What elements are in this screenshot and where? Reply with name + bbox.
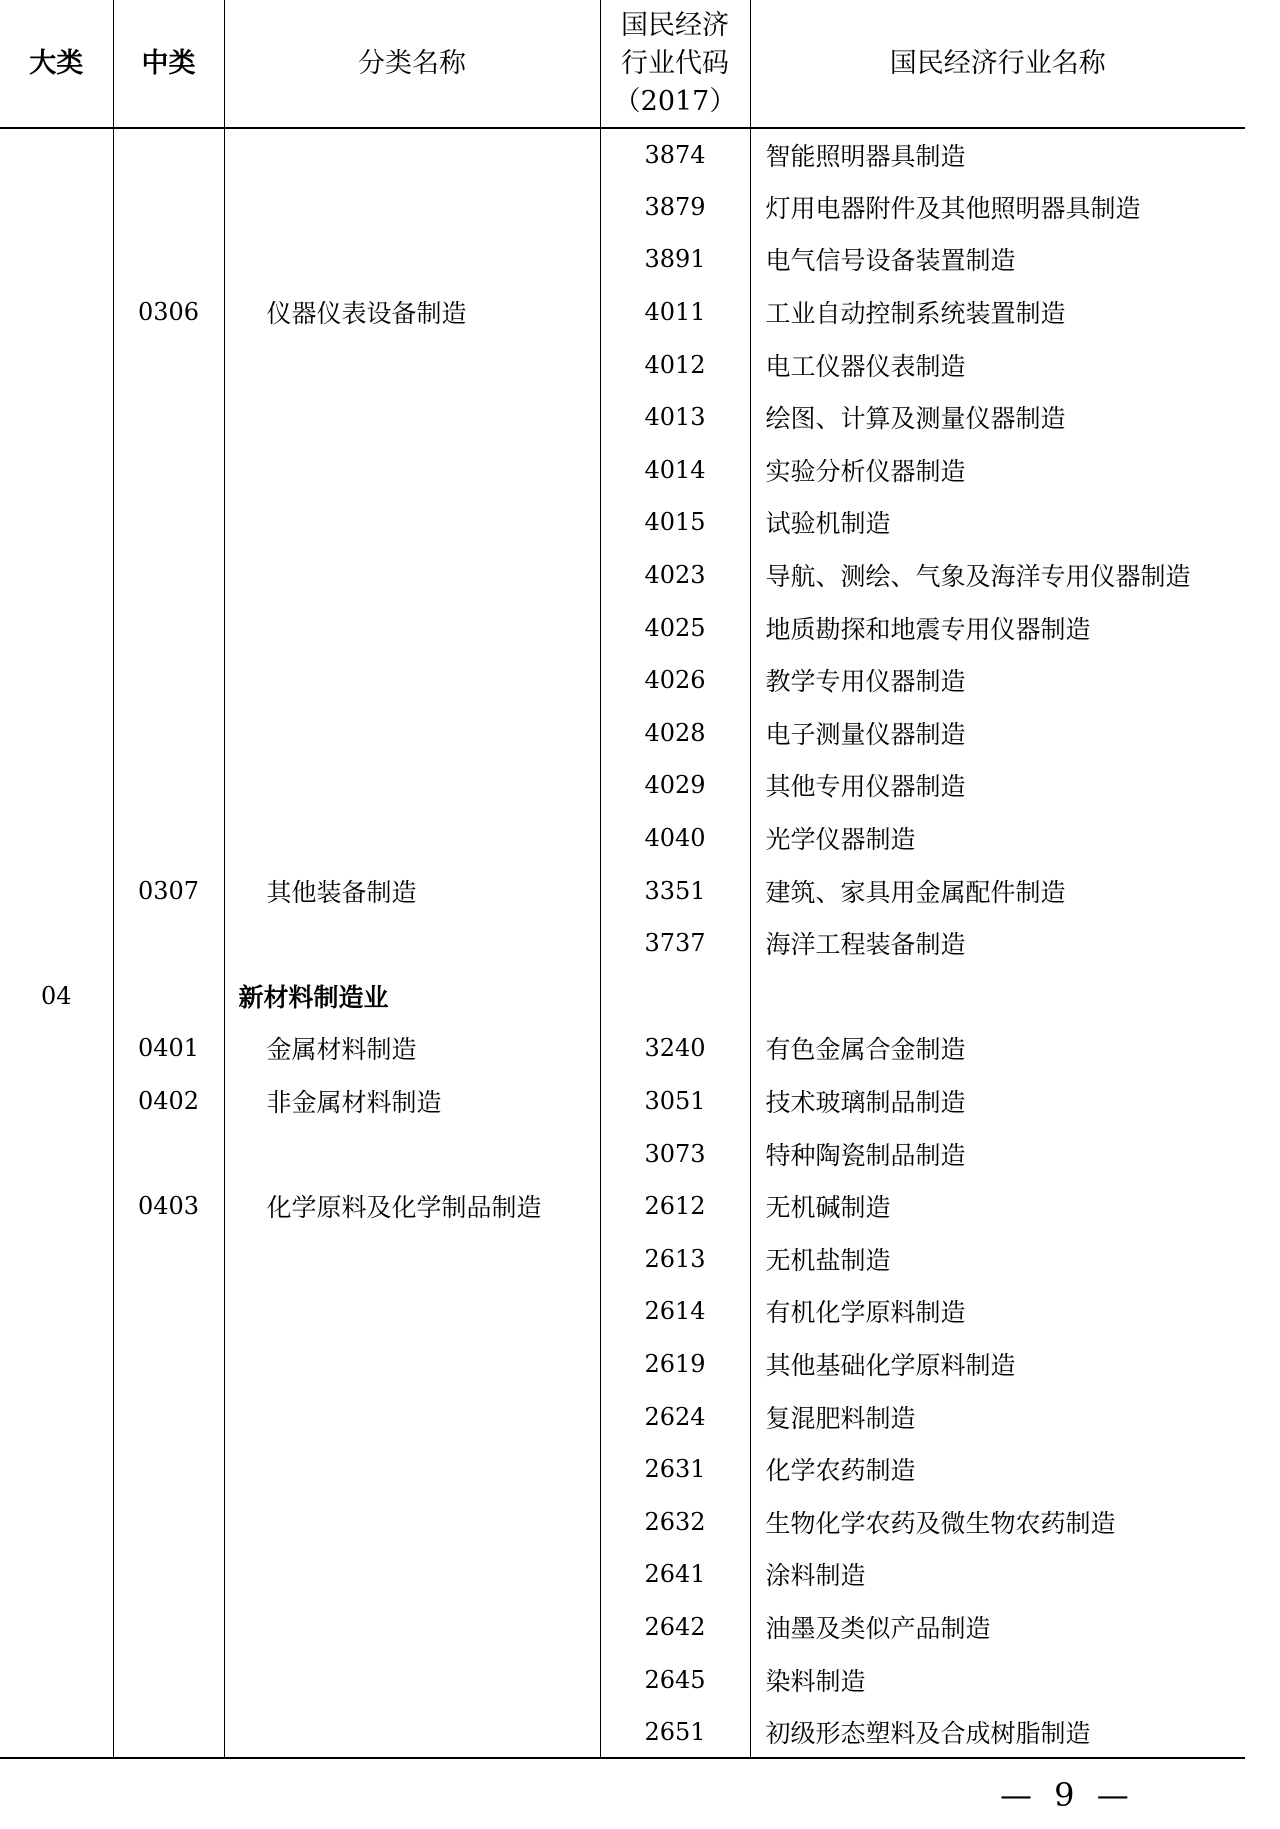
cell-major [0, 1653, 113, 1706]
table-row [0, 549, 1245, 602]
cell-category-name [224, 233, 600, 286]
cell-industry-name: 有机化学原料制造 [750, 1285, 1245, 1338]
cell-industry-name: 其他专用仪器制造 [750, 759, 1245, 812]
cell-middle [113, 1127, 224, 1180]
cell-industry-code: 4040 [600, 812, 750, 865]
table-row [0, 1443, 1245, 1496]
table-row [0, 1127, 1245, 1180]
cell-major [0, 1495, 113, 1548]
cell-middle [113, 128, 224, 181]
cell-industry-code: 3737 [600, 917, 750, 970]
cell-industry-code: 4028 [600, 707, 750, 760]
cell-category-name [224, 1443, 600, 1496]
cell-industry-code: 3879 [600, 181, 750, 234]
cell-major [0, 391, 113, 444]
cell-industry-name: 复混肥料制造 [750, 1390, 1245, 1443]
cell-industry-name: 电子测量仪器制造 [750, 707, 1245, 760]
cell-major [0, 1285, 113, 1338]
cell-industry-code: 3891 [600, 233, 750, 286]
cell-category-name [224, 1706, 600, 1759]
cell-industry-code: 4025 [600, 601, 750, 654]
cell-middle [113, 1706, 224, 1759]
header-code-line3: （2017） [613, 85, 737, 117]
cell-major [0, 444, 113, 497]
cell-industry-name: 无机盐制造 [750, 1232, 1245, 1285]
table-row [0, 338, 1245, 391]
cell-major [0, 864, 113, 917]
cell-industry-name: 地质勘探和地震专用仪器制造 [750, 601, 1245, 654]
cell-industry-name: 绘图、计算及测量仪器制造 [750, 391, 1245, 444]
cell-industry-name: 智能照明器具制造 [750, 128, 1245, 181]
cell-industry-code: 4013 [600, 391, 750, 444]
cell-middle [113, 812, 224, 865]
cell-industry-name: 光学仪器制造 [750, 812, 1245, 865]
header-code-line1: 国民经济 [621, 9, 729, 41]
cell-industry-name: 灯用电器附件及其他照明器具制造 [750, 181, 1245, 234]
cell-category-name: 其他装备制造 [224, 864, 600, 917]
cell-industry-name: 其他基础化学原料制造 [750, 1338, 1245, 1391]
cell-middle [113, 654, 224, 707]
cell-middle [113, 1338, 224, 1391]
cell-industry-code: 4011 [600, 286, 750, 339]
table-row [0, 601, 1245, 654]
header-category-name: 分类名称 [224, 0, 600, 128]
cell-industry-name: 试验机制造 [750, 496, 1245, 549]
table-row [0, 970, 1245, 1023]
cell-major [0, 654, 113, 707]
cell-major [0, 707, 113, 760]
cell-industry-name: 油墨及类似产品制造 [750, 1601, 1245, 1654]
cell-industry-code: 4023 [600, 549, 750, 602]
table-row [0, 496, 1245, 549]
table-header-row [0, 0, 1245, 128]
cell-industry-code: 3073 [600, 1127, 750, 1180]
cell-category-name [224, 1548, 600, 1601]
header-industry-name: 国民经济行业名称 [750, 0, 1245, 128]
table-row [0, 1180, 1245, 1233]
table-row [0, 1601, 1245, 1654]
cell-industry-code: 2612 [600, 1180, 750, 1233]
cell-middle [113, 1443, 224, 1496]
cell-industry-name: 教学专用仪器制造 [750, 654, 1245, 707]
cell-category-name [224, 1338, 600, 1391]
cell-middle: 0402 [113, 1075, 224, 1128]
cell-industry-code: 4029 [600, 759, 750, 812]
cell-middle [113, 1390, 224, 1443]
cell-middle [113, 1601, 224, 1654]
table-body [0, 128, 1245, 1758]
cell-industry-code: 4026 [600, 654, 750, 707]
cell-major [0, 812, 113, 865]
cell-major [0, 181, 113, 234]
cell-middle [113, 444, 224, 497]
header-middle: 中类 [113, 0, 224, 128]
cell-category-name: 新材料制造业 [224, 970, 600, 1023]
cell-category-name [224, 654, 600, 707]
cell-category-name [224, 181, 600, 234]
table-row [0, 759, 1245, 812]
cell-category-name: 非金属材料制造 [224, 1075, 600, 1128]
table-row [0, 1548, 1245, 1601]
cell-industry-name: 化学农药制造 [750, 1443, 1245, 1496]
cell-category-name [224, 1285, 600, 1338]
cell-major [0, 549, 113, 602]
cell-category-name [224, 549, 600, 602]
cell-middle [113, 917, 224, 970]
cell-middle [113, 1285, 224, 1338]
cell-major [0, 1127, 113, 1180]
cell-middle [113, 233, 224, 286]
table-row [0, 1653, 1245, 1706]
cell-middle [113, 1495, 224, 1548]
table-row [0, 286, 1245, 339]
cell-middle: 0306 [113, 286, 224, 339]
cell-industry-name: 初级形态塑料及合成树脂制造 [750, 1706, 1245, 1759]
cell-major [0, 1075, 113, 1128]
cell-industry-code: 4015 [600, 496, 750, 549]
cell-industry-code: 2641 [600, 1548, 750, 1601]
cell-category-name [224, 128, 600, 181]
table-row [0, 1285, 1245, 1338]
cell-category-name [224, 1495, 600, 1548]
cell-industry-code: 2642 [600, 1601, 750, 1654]
cell-middle [113, 181, 224, 234]
table-row [0, 917, 1245, 970]
cell-category-name [224, 338, 600, 391]
table-row [0, 1075, 1245, 1128]
cell-industry-code: 2619 [600, 1338, 750, 1391]
cell-category-name [224, 1232, 600, 1285]
cell-industry-name: 电工仪器仪表制造 [750, 338, 1245, 391]
cell-category-name [224, 759, 600, 812]
table-row [0, 812, 1245, 865]
cell-middle [113, 759, 224, 812]
cell-middle [113, 496, 224, 549]
cell-major [0, 286, 113, 339]
table-row [0, 181, 1245, 234]
cell-industry-name: 导航、测绘、气象及海洋专用仪器制造 [750, 549, 1245, 602]
cell-middle [113, 1232, 224, 1285]
cell-middle [113, 549, 224, 602]
cell-industry-name: 无机碱制造 [750, 1180, 1245, 1233]
cell-major [0, 1180, 113, 1233]
cell-middle [113, 970, 224, 1023]
table-row [0, 1390, 1245, 1443]
cell-category-name [224, 917, 600, 970]
table-row [0, 864, 1245, 917]
cell-middle: 0307 [113, 864, 224, 917]
cell-industry-code: 2631 [600, 1443, 750, 1496]
cell-major [0, 1022, 113, 1075]
cell-industry-code [600, 970, 750, 1023]
cell-industry-code: 3874 [600, 128, 750, 181]
cell-industry-name: 生物化学农药及微生物农药制造 [750, 1495, 1245, 1548]
cell-category-name [224, 496, 600, 549]
cell-industry-code: 3051 [600, 1075, 750, 1128]
cell-industry-code: 4014 [600, 444, 750, 497]
table-row [0, 233, 1245, 286]
cell-middle [113, 707, 224, 760]
header-code-line2: 行业代码 [621, 47, 729, 79]
cell-category-name: 仪器仪表设备制造 [224, 286, 600, 339]
page-number: — 9 — [1000, 1776, 1135, 1814]
cell-middle [113, 338, 224, 391]
table-row [0, 654, 1245, 707]
cell-middle [113, 601, 224, 654]
table-row [0, 1022, 1245, 1075]
cell-category-name [224, 1127, 600, 1180]
cell-industry-name: 涂料制造 [750, 1548, 1245, 1601]
cell-industry-name: 染料制造 [750, 1653, 1245, 1706]
cell-major [0, 917, 113, 970]
cell-category-name [224, 812, 600, 865]
table-row [0, 128, 1245, 181]
cell-industry-code: 2645 [600, 1653, 750, 1706]
cell-category-name: 金属材料制造 [224, 1022, 600, 1075]
cell-industry-code: 4012 [600, 338, 750, 391]
cell-industry-code: 3240 [600, 1022, 750, 1075]
table-row [0, 1232, 1245, 1285]
cell-major [0, 233, 113, 286]
cell-category-name: 化学原料及化学制品制造 [224, 1180, 600, 1233]
cell-industry-code: 2613 [600, 1232, 750, 1285]
cell-industry-name: 建筑、家具用金属配件制造 [750, 864, 1245, 917]
cell-industry-name: 有色金属合金制造 [750, 1022, 1245, 1075]
cell-major: 04 [40, 981, 72, 1010]
cell-industry-code: 2651 [600, 1706, 750, 1759]
cell-category-name [224, 391, 600, 444]
cell-major [0, 759, 113, 812]
table-row [0, 1706, 1245, 1759]
cell-category-name [224, 1653, 600, 1706]
cell-industry-name: 技术玻璃制品制造 [750, 1075, 1245, 1128]
table-row [0, 444, 1245, 497]
cell-major [0, 1232, 113, 1285]
cell-major [0, 1706, 113, 1759]
cell-major [0, 601, 113, 654]
cell-category-name [224, 1601, 600, 1654]
table-row [0, 1338, 1245, 1391]
cell-major [0, 1390, 113, 1443]
cell-major [0, 496, 113, 549]
table-row [0, 391, 1245, 444]
cell-major [0, 1601, 113, 1654]
cell-middle: 0403 [113, 1180, 224, 1233]
cell-major [0, 1548, 113, 1601]
cell-industry-code: 2624 [600, 1390, 750, 1443]
cell-industry-code: 3351 [600, 864, 750, 917]
cell-industry-code: 2632 [600, 1495, 750, 1548]
cell-major [0, 1338, 113, 1391]
table-row [0, 707, 1245, 760]
header-industry-code [600, 0, 750, 128]
cell-middle [113, 1548, 224, 1601]
cell-major [0, 128, 113, 181]
cell-industry-code: 2614 [600, 1285, 750, 1338]
cell-major [0, 1443, 113, 1496]
cell-category-name [224, 1390, 600, 1443]
cell-middle [113, 391, 224, 444]
cell-category-name [224, 707, 600, 760]
cell-industry-name: 实验分析仪器制造 [750, 444, 1245, 497]
cell-industry-name: 工业自动控制系统装置制造 [750, 286, 1245, 339]
cell-industry-name: 电气信号设备装置制造 [750, 233, 1245, 286]
header-major: 大类 [0, 0, 113, 128]
table-row [0, 1495, 1245, 1548]
cell-major [0, 338, 113, 391]
cell-middle [113, 1653, 224, 1706]
cell-middle: 0401 [113, 1022, 224, 1075]
cell-industry-name [750, 970, 1245, 1023]
cell-category-name [224, 601, 600, 654]
cell-industry-name: 海洋工程装备制造 [750, 917, 1245, 970]
cell-category-name [224, 444, 600, 497]
cell-industry-name: 特种陶瓷制品制造 [750, 1127, 1245, 1180]
